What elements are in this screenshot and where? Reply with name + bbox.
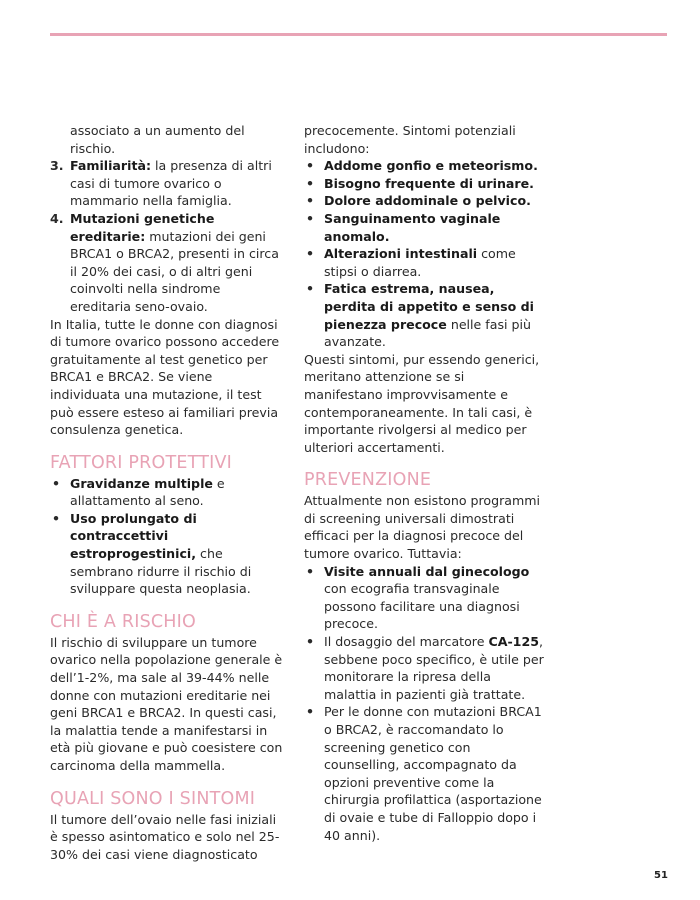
- bullet-icon: •: [52, 510, 61, 526]
- item-text: con ecografia transvaginale possono facilitare una diagnosi precoce.: [324, 581, 520, 632]
- item-bold: Addome gonfio e meteorismo.: [324, 158, 538, 174]
- bullet-icon: •: [306, 175, 315, 191]
- bullet-icon: •: [52, 475, 61, 491]
- bullet-icon: •: [306, 193, 315, 209]
- item-bold: Fatica estrema, nausea, perdita di appetito e senso di pienezza precoce: [324, 281, 534, 332]
- heading-fattori-protettivi: FATTORI PROTETTIVI: [50, 452, 233, 473]
- sintomi-continuation: precocemente. Sintomi potenziali includono:: [304, 123, 516, 156]
- item-bold: Gravidanze multiple: [70, 475, 213, 491]
- item-text: nelle fasi più avanzate.: [324, 316, 531, 350]
- protective-list: [50, 475, 283, 598]
- prevention-list: [304, 563, 544, 845]
- item-text: e allattamento al seno.: [70, 475, 225, 509]
- risk-numbered-list: [50, 157, 283, 315]
- intro-continuation: associato a un aumento del rischio.: [70, 123, 245, 156]
- item-bold: Alterazioni intestinali: [324, 246, 478, 262]
- item-pre: Il dosaggio del marcatore: [324, 634, 489, 650]
- left-column: [50, 122, 283, 863]
- bullet-icon: •: [306, 210, 315, 226]
- item-number: 4.: [50, 210, 64, 226]
- list-item: [304, 563, 544, 633]
- prevenzione-intro: Attualmente non esistono programmi di screening universali dimostrati efficaci per la diagnosi precoce del tumore ovarico. Tuttavia:: [304, 493, 541, 562]
- item-bold: Bisogno frequente di urinare.: [324, 175, 534, 191]
- list-item: [304, 245, 544, 280]
- item-text: la presenza di altri casi di tumore ovarico o mammario nella famiglia.: [70, 158, 272, 209]
- list-item: [304, 633, 544, 703]
- item-text: mutazioni dei geni BRCA1 o BRCA2, presenti in circa il 20% dei casi, o di altri geni coinvolti nella sindrome ereditaria seno-ovaio.: [70, 228, 279, 314]
- heading-chi-e-a-rischio: CHI È A RISCHIO: [50, 611, 196, 632]
- bullet-icon: •: [306, 704, 315, 720]
- italia-paragraph: In Italia, tutte le donne con diagnosi di tumore ovarico possono accedere gratuitamente al test genetico per BRCA1 e BRCA2. Se viene individuata una mutazione, il test può essere esteso ai familiari previa consulenza genetica.: [50, 316, 280, 438]
- list-item: [50, 475, 283, 510]
- bullet-icon: •: [306, 634, 315, 650]
- right-column: [304, 122, 544, 844]
- item-text: come stipsi o diarrea.: [324, 246, 516, 279]
- list-item: [304, 210, 544, 245]
- list-item: [50, 157, 283, 210]
- list-item: [50, 210, 283, 316]
- list-item: [304, 157, 544, 175]
- bullet-icon: •: [306, 281, 315, 297]
- heading-prevenzione: PREVENZIONE: [304, 470, 432, 491]
- sintomi-paragraph: Il tumore dell’ovaio nelle fasi iniziali è spesso asintomatico e solo nel 25-30% dei casi viene diagnosticato: [50, 811, 280, 862]
- item-bold: Familiarità:: [70, 158, 152, 174]
- page-number: 51: [654, 870, 668, 881]
- rischio-paragraph: Il rischio di sviluppare un tumore ovarico nella popolazione generale è dell’1-2%, ma sale al 39-44% nelle donne con mutazioni ereditarie nei geni BRCA1 e BRCA2. In questi casi, la malattia tende a manifestarsi in età più giovane e può coesistere con carcinoma della mammella.: [50, 634, 283, 773]
- header-rule: [50, 33, 667, 36]
- bullet-icon: •: [306, 158, 315, 174]
- list-item: [304, 280, 544, 350]
- item-bold: CA-125: [488, 634, 539, 650]
- bullet-icon: •: [306, 246, 315, 262]
- item-number: 3.: [50, 158, 64, 174]
- heading-quali-sono-i-sintomi: QUALI SONO I SINTOMI: [50, 788, 256, 809]
- item-text: , sebbene poco specifico, è utile per monitorare la ripresa della malattia in pazienti già trattate.: [324, 634, 544, 702]
- item-bold: Uso prolungato di contraccettivi estroprogestinici,: [70, 510, 197, 562]
- list-item: [50, 510, 283, 598]
- bullet-icon: •: [306, 563, 315, 579]
- item-bold: Sanguinamento vaginale anomalo.: [324, 210, 501, 244]
- item-text: che sembrano ridurre il rischio di sviluppare questa neoplasia.: [70, 546, 252, 597]
- list-item: [304, 175, 544, 193]
- item-bold: Dolore addominale o pelvico.: [324, 193, 531, 209]
- symptoms-list: [304, 157, 544, 351]
- item-pre: Per le donne con mutazioni BRCA1 o BRCA2, è raccomandato lo screening genetico con counselling, accompagnato da opzioni preventive come la chirurgia profilattica (asportazione di ovaie e tube di Falloppio dopo i 40 anni).: [324, 704, 542, 843]
- list-item: [304, 192, 544, 210]
- item-bold: Visite annuali dal ginecologo: [324, 563, 530, 579]
- list-item: [304, 703, 544, 844]
- symptoms-note: Questi sintomi, pur essendo generici, meritano attenzione se si manifestano improvvisamente e contemporaneamente. In tali casi, è importante rivolgersi al medico per ulteriori accertamenti.: [304, 351, 540, 455]
- item-bold: Mutazioni genetiche ereditarie:: [70, 210, 215, 244]
